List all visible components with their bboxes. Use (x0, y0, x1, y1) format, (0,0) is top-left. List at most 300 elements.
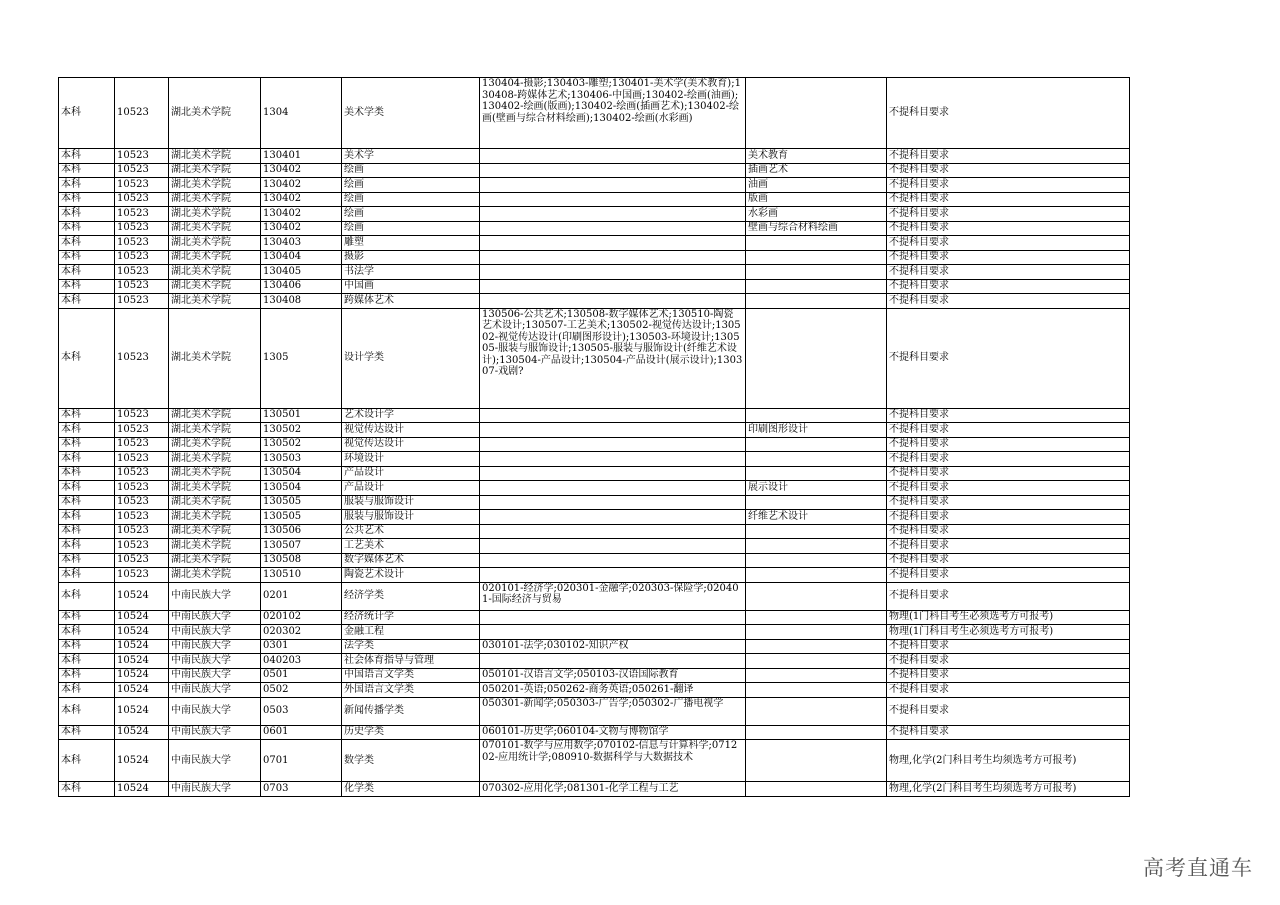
table-row (59, 250, 1130, 265)
cell-school-code: 10524 (115, 740, 169, 782)
cell-subject-requirement: 不提科目要求 (887, 149, 1130, 164)
cell-major-name: 艺术设计学 (342, 408, 480, 423)
cell-school-code: 10523 (115, 568, 169, 583)
cell-direction (746, 568, 887, 583)
cell-major-code: 0701 (261, 740, 342, 782)
cell-school-code: 10524 (115, 625, 169, 640)
cell-direction (746, 683, 887, 698)
cell-school-name: 中南民族大学 (169, 639, 261, 654)
cell-subject-requirement: 物理,化学(2门科目考生均须选考方可报考) (887, 782, 1130, 797)
cell-school-name: 中南民族大学 (169, 625, 261, 640)
cell-level: 本科 (59, 221, 115, 236)
cell-subject-requirement: 不提科目要求 (887, 725, 1130, 740)
cell-major-code: 130402 (261, 221, 342, 236)
cell-school-name: 湖北美术学院 (169, 163, 261, 178)
cell-direction: 插画艺术 (746, 163, 887, 178)
cell-school-code: 10523 (115, 466, 169, 481)
cell-school-name: 湖北美术学院 (169, 495, 261, 510)
cell-school-name: 湖北美术学院 (169, 553, 261, 568)
table-row (59, 236, 1130, 251)
cell-level: 本科 (59, 683, 115, 698)
cell-major-name: 数字媒体艺术 (342, 553, 480, 568)
cell-major-name: 绘画 (342, 178, 480, 193)
cell-major-code: 130403 (261, 236, 342, 251)
cell-major-name: 经济学类 (342, 582, 480, 610)
table-row (59, 163, 1130, 178)
cell-major-code: 130504 (261, 466, 342, 481)
table-row (59, 408, 1130, 423)
cell-level: 本科 (59, 236, 115, 251)
cell-major-name: 绘画 (342, 192, 480, 207)
cell-included-majors (480, 163, 746, 178)
cell-level: 本科 (59, 725, 115, 740)
cell-subject-requirement: 不提科目要求 (887, 697, 1130, 725)
cell-school-name: 湖北美术学院 (169, 207, 261, 222)
cell-direction: 美术教育 (746, 149, 887, 164)
table-row (59, 437, 1130, 452)
cell-included-majors: 070101-数学与应用数学;070102-信息与计算科学;071202-应用统计学;080910-数据科学与大数据技术 (480, 740, 746, 782)
cell-included-majors (480, 279, 746, 294)
cell-direction: 展示设计 (746, 481, 887, 496)
cell-direction (746, 279, 887, 294)
table-row (59, 553, 1130, 568)
cell-level: 本科 (59, 697, 115, 725)
cell-school-name: 中南民族大学 (169, 740, 261, 782)
cell-major-code: 130501 (261, 408, 342, 423)
cell-direction (746, 250, 887, 265)
cell-school-code: 10523 (115, 250, 169, 265)
cell-school-code: 10523 (115, 178, 169, 193)
table-row (59, 740, 1130, 782)
cell-school-name: 湖北美术学院 (169, 452, 261, 467)
cell-subject-requirement: 不提科目要求 (887, 539, 1130, 554)
table-row (59, 294, 1130, 309)
cell-school-name: 中南民族大学 (169, 610, 261, 625)
cell-included-majors: 130404-摄影;130403-雕塑;130401-美术学(美术教育);130408-跨媒体艺术;130406-中国画;130402-绘画(油画);130402-绘画(版画);130402-绘画(插画艺术);130402-绘画(壁画与综合材料绘画);130402-绘画(水彩画) (480, 78, 746, 149)
cell-included-majors (480, 452, 746, 467)
cell-major-code: 130402 (261, 178, 342, 193)
cell-included-majors (480, 294, 746, 309)
cell-major-name: 历史学类 (342, 725, 480, 740)
table-row (59, 568, 1130, 583)
cell-subject-requirement: 不提科目要求 (887, 163, 1130, 178)
cell-major-code: 130401 (261, 149, 342, 164)
cell-subject-requirement: 不提科目要求 (887, 78, 1130, 149)
cell-major-code: 020102 (261, 610, 342, 625)
cell-school-name: 中南民族大学 (169, 782, 261, 797)
cell-school-name: 湖北美术学院 (169, 437, 261, 452)
cell-major-name: 服装与服饰设计 (342, 510, 480, 525)
admission-subject-table (58, 77, 1130, 797)
cell-level: 本科 (59, 524, 115, 539)
cell-included-majors (480, 481, 746, 496)
cell-direction (746, 78, 887, 149)
cell-school-code: 10523 (115, 149, 169, 164)
table-row (59, 510, 1130, 525)
cell-school-name: 湖北美术学院 (169, 539, 261, 554)
cell-major-code: 0301 (261, 639, 342, 654)
cell-school-name: 中南民族大学 (169, 725, 261, 740)
cell-included-majors (480, 437, 746, 452)
table-row (59, 78, 1130, 149)
table-row (59, 582, 1130, 610)
cell-major-code: 130506 (261, 524, 342, 539)
cell-level: 本科 (59, 668, 115, 683)
cell-major-name: 视觉传达设计 (342, 437, 480, 452)
cell-level: 本科 (59, 308, 115, 408)
cell-major-name: 绘画 (342, 221, 480, 236)
cell-included-majors (480, 625, 746, 640)
cell-major-name: 雕塑 (342, 236, 480, 251)
table-row (59, 697, 1130, 725)
cell-school-code: 10523 (115, 553, 169, 568)
cell-subject-requirement: 物理(1门科目考生必须选考方可报考) (887, 610, 1130, 625)
cell-major-name: 服装与服饰设计 (342, 495, 480, 510)
cell-subject-requirement: 不提科目要求 (887, 437, 1130, 452)
table-row (59, 639, 1130, 654)
table-row (59, 221, 1130, 236)
cell-school-name: 湖北美术学院 (169, 279, 261, 294)
table-row (59, 423, 1130, 438)
cell-school-name: 中南民族大学 (169, 668, 261, 683)
cell-school-code: 10524 (115, 725, 169, 740)
cell-school-name: 湖北美术学院 (169, 221, 261, 236)
cell-major-name: 设计学类 (342, 308, 480, 408)
cell-school-name: 湖北美术学院 (169, 308, 261, 408)
cell-included-majors (480, 149, 746, 164)
cell-major-code: 130402 (261, 207, 342, 222)
cell-major-code: 0703 (261, 782, 342, 797)
cell-school-name: 湖北美术学院 (169, 568, 261, 583)
cell-major-name: 绘画 (342, 163, 480, 178)
cell-level: 本科 (59, 466, 115, 481)
cell-included-majors (480, 539, 746, 554)
cell-direction (746, 408, 887, 423)
cell-school-name: 湖北美术学院 (169, 481, 261, 496)
cell-major-code: 130402 (261, 192, 342, 207)
cell-school-code: 10523 (115, 192, 169, 207)
cell-major-name: 数学类 (342, 740, 480, 782)
cell-major-name: 视觉传达设计 (342, 423, 480, 438)
cell-school-name: 湖北美术学院 (169, 423, 261, 438)
cell-included-majors (480, 236, 746, 251)
cell-level: 本科 (59, 178, 115, 193)
cell-subject-requirement: 不提科目要求 (887, 582, 1130, 610)
cell-major-code: 130408 (261, 294, 342, 309)
cell-included-majors: 130506-公共艺术;130508-数字媒体艺术;130510-陶瓷艺术设计;130507-工艺美术;130502-视觉传达设计;130502-视觉传达设计(印刷图形设计);130503-环境设计;130505-服装与服饰设计;130505-服装与服饰设计(纤维艺术设计);130504-产品设计;130504-产品设计(展示设计);130307-戏剧? (480, 308, 746, 408)
cell-direction (746, 697, 887, 725)
cell-school-name: 湖北美术学院 (169, 524, 261, 539)
cell-school-code: 10523 (115, 163, 169, 178)
cell-school-name: 湖北美术学院 (169, 250, 261, 265)
table-row (59, 149, 1130, 164)
cell-school-name: 中南民族大学 (169, 654, 261, 669)
cell-included-majors (480, 568, 746, 583)
cell-direction (746, 437, 887, 452)
cell-major-code: 1304 (261, 78, 342, 149)
cell-major-code: 130504 (261, 481, 342, 496)
cell-subject-requirement: 不提科目要求 (887, 495, 1130, 510)
cell-level: 本科 (59, 452, 115, 467)
cell-direction: 壁画与综合材料绘画 (746, 221, 887, 236)
cell-major-name: 产品设计 (342, 481, 480, 496)
cell-level: 本科 (59, 250, 115, 265)
cell-level: 本科 (59, 625, 115, 640)
cell-direction (746, 466, 887, 481)
cell-major-name: 工艺美术 (342, 539, 480, 554)
cell-school-code: 10523 (115, 481, 169, 496)
cell-included-majors (480, 423, 746, 438)
cell-major-code: 130508 (261, 553, 342, 568)
cell-direction (746, 654, 887, 669)
cell-school-code: 10524 (115, 697, 169, 725)
cell-included-majors (480, 654, 746, 669)
cell-included-majors (480, 221, 746, 236)
cell-included-majors (480, 495, 746, 510)
cell-subject-requirement: 不提科目要求 (887, 236, 1130, 251)
cell-subject-requirement: 不提科目要求 (887, 683, 1130, 698)
cell-level: 本科 (59, 149, 115, 164)
cell-subject-requirement: 不提科目要求 (887, 524, 1130, 539)
cell-school-code: 10523 (115, 265, 169, 280)
cell-major-code: 130404 (261, 250, 342, 265)
table-row (59, 610, 1130, 625)
cell-level: 本科 (59, 481, 115, 496)
cell-direction (746, 539, 887, 554)
cell-subject-requirement: 不提科目要求 (887, 510, 1130, 525)
table-row (59, 265, 1130, 280)
cell-school-code: 10523 (115, 539, 169, 554)
cell-included-majors: 050201-英语;050262-商务英语;050261-翻译 (480, 683, 746, 698)
cell-level: 本科 (59, 279, 115, 294)
cell-subject-requirement: 不提科目要求 (887, 423, 1130, 438)
cell-subject-requirement: 不提科目要求 (887, 221, 1130, 236)
cell-major-code: 130406 (261, 279, 342, 294)
cell-direction (746, 553, 887, 568)
cell-level: 本科 (59, 782, 115, 797)
cell-direction (746, 294, 887, 309)
cell-included-majors: 050301-新闻学;050303-广告学;050302-广播电视学 (480, 697, 746, 725)
cell-direction: 油画 (746, 178, 887, 193)
cell-major-code: 130505 (261, 495, 342, 510)
cell-direction (746, 308, 887, 408)
cell-school-code: 10524 (115, 610, 169, 625)
cell-major-name: 书法学 (342, 265, 480, 280)
cell-subject-requirement: 不提科目要求 (887, 308, 1130, 408)
cell-included-majors (480, 207, 746, 222)
cell-included-majors (480, 408, 746, 423)
cell-school-name: 中南民族大学 (169, 582, 261, 610)
cell-level: 本科 (59, 294, 115, 309)
cell-direction (746, 524, 887, 539)
cell-school-code: 10524 (115, 654, 169, 669)
table-row (59, 466, 1130, 481)
cell-major-name: 金融工程 (342, 625, 480, 640)
cell-major-name: 外国语言文学类 (342, 683, 480, 698)
cell-major-name: 公共艺术 (342, 524, 480, 539)
table-row (59, 192, 1130, 207)
cell-level: 本科 (59, 163, 115, 178)
cell-level: 本科 (59, 740, 115, 782)
cell-level: 本科 (59, 539, 115, 554)
cell-included-majors (480, 524, 746, 539)
cell-school-name: 湖北美术学院 (169, 192, 261, 207)
cell-major-name: 新闻传播学类 (342, 697, 480, 725)
cell-major-name: 绘画 (342, 207, 480, 222)
cell-subject-requirement: 不提科目要求 (887, 192, 1130, 207)
table-row (59, 481, 1130, 496)
cell-major-code: 0201 (261, 582, 342, 610)
cell-subject-requirement: 不提科目要求 (887, 481, 1130, 496)
cell-major-name: 跨媒体艺术 (342, 294, 480, 309)
table-row (59, 495, 1130, 510)
cell-level: 本科 (59, 639, 115, 654)
cell-level: 本科 (59, 207, 115, 222)
cell-included-majors (480, 250, 746, 265)
cell-major-code: 130507 (261, 539, 342, 554)
cell-included-majors (480, 610, 746, 625)
cell-major-code: 1305 (261, 308, 342, 408)
cell-subject-requirement: 不提科目要求 (887, 639, 1130, 654)
cell-direction: 印刷图形设计 (746, 423, 887, 438)
cell-subject-requirement: 不提科目要求 (887, 466, 1130, 481)
cell-major-code: 040203 (261, 654, 342, 669)
cell-major-code: 0601 (261, 725, 342, 740)
cell-major-name: 摄影 (342, 250, 480, 265)
cell-school-name: 湖北美术学院 (169, 236, 261, 251)
cell-included-majors (480, 178, 746, 193)
cell-level: 本科 (59, 437, 115, 452)
cell-school-code: 10523 (115, 207, 169, 222)
cell-major-code: 130405 (261, 265, 342, 280)
cell-direction (746, 740, 887, 782)
cell-major-name: 社会体育指导与管理 (342, 654, 480, 669)
cell-school-code: 10523 (115, 495, 169, 510)
cell-major-code: 130503 (261, 452, 342, 467)
table-row (59, 308, 1130, 408)
cell-subject-requirement: 不提科目要求 (887, 553, 1130, 568)
cell-school-name: 湖北美术学院 (169, 466, 261, 481)
table-row (59, 683, 1130, 698)
cell-major-code: 130502 (261, 423, 342, 438)
cell-school-code: 10524 (115, 683, 169, 698)
cell-major-code: 130505 (261, 510, 342, 525)
cell-level: 本科 (59, 568, 115, 583)
cell-level: 本科 (59, 582, 115, 610)
cell-subject-requirement: 不提科目要求 (887, 265, 1130, 280)
cell-level: 本科 (59, 265, 115, 280)
cell-school-name: 湖北美术学院 (169, 149, 261, 164)
cell-subject-requirement: 不提科目要求 (887, 279, 1130, 294)
watermark-logo-text: 高考直通车 (1143, 856, 1253, 880)
cell-school-name: 中南民族大学 (169, 697, 261, 725)
cell-direction: 水彩画 (746, 207, 887, 222)
cell-major-code: 0503 (261, 697, 342, 725)
cell-major-code: 130502 (261, 437, 342, 452)
cell-subject-requirement: 不提科目要求 (887, 207, 1130, 222)
cell-direction (746, 725, 887, 740)
cell-school-name: 中南民族大学 (169, 683, 261, 698)
cell-school-name: 湖北美术学院 (169, 78, 261, 149)
cell-included-majors (480, 510, 746, 525)
cell-level: 本科 (59, 78, 115, 149)
cell-school-code: 10523 (115, 308, 169, 408)
cell-included-majors (480, 192, 746, 207)
cell-included-majors (480, 265, 746, 280)
cell-school-code: 10524 (115, 668, 169, 683)
cell-school-name: 湖北美术学院 (169, 294, 261, 309)
cell-subject-requirement: 不提科目要求 (887, 294, 1130, 309)
cell-direction (746, 639, 887, 654)
cell-major-name: 产品设计 (342, 466, 480, 481)
cell-school-code: 10523 (115, 423, 169, 438)
cell-school-name: 湖北美术学院 (169, 265, 261, 280)
cell-level: 本科 (59, 423, 115, 438)
cell-school-name: 湖北美术学院 (169, 408, 261, 423)
table-row (59, 654, 1130, 669)
cell-direction (746, 582, 887, 610)
cell-subject-requirement: 不提科目要求 (887, 408, 1130, 423)
table-row (59, 207, 1130, 222)
cell-subject-requirement: 不提科目要求 (887, 568, 1130, 583)
table-row (59, 668, 1130, 683)
cell-level: 本科 (59, 192, 115, 207)
cell-school-code: 10523 (115, 437, 169, 452)
cell-subject-requirement: 不提科目要求 (887, 178, 1130, 193)
cell-direction (746, 236, 887, 251)
cell-subject-requirement: 物理,化学(2门科目考生均须选考方可报考) (887, 740, 1130, 782)
cell-level: 本科 (59, 510, 115, 525)
cell-included-majors: 060101-历史学;060104-文物与博物馆学 (480, 725, 746, 740)
cell-direction (746, 668, 887, 683)
cell-major-name: 经济统计学 (342, 610, 480, 625)
cell-included-majors: 070302-应用化学;081301-化学工程与工艺 (480, 782, 746, 797)
cell-level: 本科 (59, 654, 115, 669)
cell-level: 本科 (59, 553, 115, 568)
cell-included-majors (480, 553, 746, 568)
cell-major-name: 陶瓷艺术设计 (342, 568, 480, 583)
cell-direction: 版画 (746, 192, 887, 207)
cell-major-code: 020302 (261, 625, 342, 640)
cell-major-name: 法学类 (342, 639, 480, 654)
cell-major-code: 130402 (261, 163, 342, 178)
cell-major-name: 美术学类 (342, 78, 480, 149)
cell-major-name: 中国语言文学类 (342, 668, 480, 683)
cell-direction (746, 495, 887, 510)
cell-direction (746, 452, 887, 467)
cell-level: 本科 (59, 610, 115, 625)
cell-school-code: 10523 (115, 408, 169, 423)
cell-school-code: 10523 (115, 452, 169, 467)
cell-included-majors: 020101-经济学;020301-金融学;020303-保险学;020401-国际经济与贸易 (480, 582, 746, 610)
cell-school-name: 湖北美术学院 (169, 178, 261, 193)
cell-school-code: 10523 (115, 236, 169, 251)
table-row (59, 524, 1130, 539)
cell-included-majors: 050101-汉语言文学;050103-汉语国际教育 (480, 668, 746, 683)
table-row (59, 539, 1130, 554)
cell-major-name: 中国画 (342, 279, 480, 294)
cell-school-code: 10523 (115, 221, 169, 236)
table-row (59, 782, 1130, 797)
cell-school-code: 10524 (115, 582, 169, 610)
cell-subject-requirement: 不提科目要求 (887, 654, 1130, 669)
cell-major-code: 0501 (261, 668, 342, 683)
cell-school-code: 10523 (115, 510, 169, 525)
cell-school-code: 10524 (115, 639, 169, 654)
cell-included-majors: 030101-法学;030102-知识产权 (480, 639, 746, 654)
cell-subject-requirement: 不提科目要求 (887, 668, 1130, 683)
cell-direction (746, 265, 887, 280)
